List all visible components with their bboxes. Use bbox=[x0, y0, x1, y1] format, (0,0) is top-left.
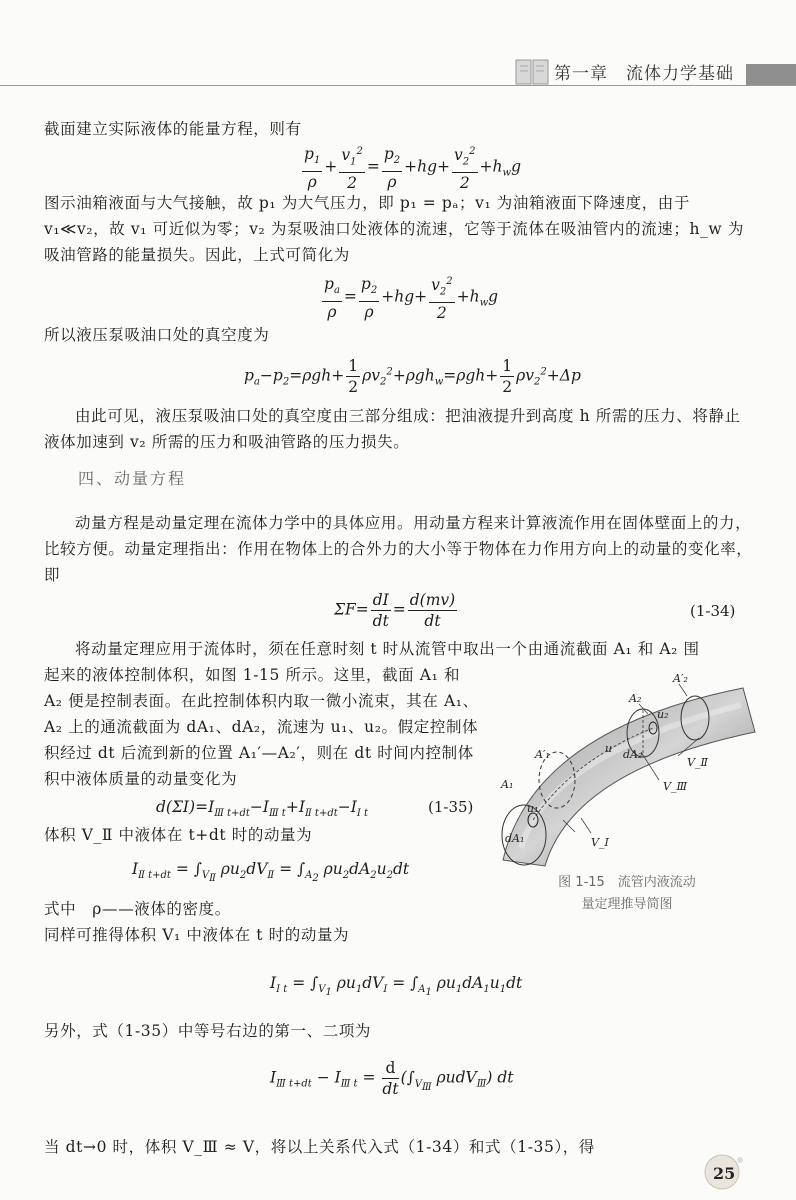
equation-momentum: ΣF= $\frac{dI}{dt}$ = $\frac{d(mv)}{dt}$ bbox=[334, 591, 456, 630]
page-number: 25 bbox=[713, 1164, 736, 1183]
figure-1-15-streamtube bbox=[493, 670, 763, 870]
paragraph-6a: 将动量定理应用于流体时，须在任意时刻 t 时从流管中取出一个由通流截面 A₁ 和 A₂ 围 bbox=[75, 640, 700, 658]
label-V-I: V_Ⅰ bbox=[591, 836, 609, 849]
equation-simplified: $\frac{p_a}{\rho}$ = $\frac{p_2}{\rho}$ +hg+ $\frac{v_2^2}{2}$ $+h_wg$ bbox=[320, 272, 498, 323]
paragraph-9: 同样可推得体积 V₁ 中液体在 t 时的动量为 bbox=[44, 926, 350, 944]
paragraph-3: 所以液压泵吸油口处的真空度为 bbox=[44, 326, 270, 344]
chapter-title: 第一章 流体力学基础 bbox=[554, 64, 734, 84]
paragraph-10: 另外，式（1-35）中等号右边的第一、二项为 bbox=[44, 1022, 372, 1040]
paragraph-1: 截面建立实际液体的能量方程，则有 bbox=[44, 120, 302, 138]
equation-number-1-35: (1-35) bbox=[428, 798, 474, 816]
equation-momentum-change: $d(\Sigma I)=I_{Ⅲ t+dt}-I_{Ⅲ t}+I_{Ⅱ t+dt}-I_{Ⅰ t}$ bbox=[156, 798, 369, 820]
figure-caption bbox=[522, 872, 732, 916]
label-u: u bbox=[605, 742, 613, 755]
paragraph-11: 当 dt→0 时，体积 V_Ⅲ ≈ V，将以上关系代入式（1-34）和式（1-35），得 bbox=[44, 1138, 596, 1156]
paragraph-4: 由此可见，液压泵吸油口处的真空度由三部分组成：把油液提升到高度 h 所需的压力、将静止液体加速到 v₂ 所需的压力和吸油管路的压力损失。 bbox=[44, 407, 741, 451]
label-dA1: dA₁ bbox=[505, 832, 525, 845]
equation-vacuum: $p_a-p_2=\rho gh+$ $\frac{1}{2}$ $\rho v_2^2+\rho gh_w=\rho gh+$ $\frac{1}{2}$ $\rho v_2^2+\Delta p$ bbox=[244, 357, 581, 396]
equation-number-1-34: (1-34) bbox=[690, 602, 736, 620]
paragraph-5: 动量方程是动量定理在流体力学中的具体应用。用动量方程来计算液流作用在固体壁面上的力，比较方便。动量定理指出：作用在物体上的合外力的大小等于物体在力作用方向上的动量的变化率，即 bbox=[44, 514, 753, 584]
equation-vol-II: $I_{Ⅱ t+dt} = \int_{V_Ⅱ}$ $\rho u_2dV_Ⅱ = \int_{A_2}$ $\rho u_2dA_2u_2dt$ bbox=[132, 860, 410, 885]
label-A1: A₁ bbox=[501, 778, 514, 791]
caption-line-1: 图 1-15 流管内液流动 bbox=[558, 875, 696, 890]
label-A2-prime: A′₂ bbox=[673, 672, 688, 685]
section-title: 四、动量方程 bbox=[78, 469, 187, 488]
label-A2: A₂ bbox=[629, 692, 642, 705]
label-u1: u₁ bbox=[527, 802, 539, 815]
paragraph-2: 图示油箱液面与大气接触，故 p₁ 为大气压力，即 p₁ = pₐ；v₁ 为油箱液面下降速度，由于 v₁≪v₂，故 v₁ 可近似为零；v₂ 为泵吸油口处液体的流速，它等于流体在吸油管内的流速；h_w 为吸油管路的能量损失。因此，上式可简化为 bbox=[44, 194, 744, 264]
equation-energy: $\frac{p_1}{\rho}$ + $\frac{v_1^2}{2}$ = $\frac{p_2}{\rho}$ +hg+ $\frac{v_2^2}{2}$ $+h_wg$ bbox=[300, 142, 521, 193]
paragraph-6b: 起来的液体控制体积，如图 1-15 所示。这里，截面 A₁ 和 A₂ 便是控制表面。在此控制体积内取一微小流束，其在 A₁、A₂ 上的通流截面为 dA₁、dA₂，流速为 u₁、u₂。假定控制体积经过 dt 后流到新的位置 A₁′—A₂′，则在 dt 时间内控制体积中液体质量的动量变化为 bbox=[44, 666, 479, 788]
label-A1-prime: A′₁ bbox=[535, 748, 550, 761]
book-icon bbox=[515, 56, 549, 86]
equation-vol-III: $I_{Ⅲ t+dt} - I_{Ⅲ t}$ = $\frac{d}{dt}$ ($\int_{V_Ⅲ}$ ρudV$_Ⅲ$) dt bbox=[270, 1059, 514, 1098]
paragraph-7: 体积 V_Ⅱ 中液体在 t+dt 时的动量为 bbox=[44, 826, 313, 844]
equation-vol-I: $I_{Ⅰ t} = \int_{V_1}$ $\rho u_1dV_Ⅰ = \int_{A_1}$ $\rho u_1dA_1u_1dt$ bbox=[270, 974, 523, 999]
label-dA2: dA₂ bbox=[623, 748, 643, 761]
caption-line-2: 量定理推导简图 bbox=[581, 897, 673, 912]
paragraph-8: 式中 ρ——液体的密度。 bbox=[44, 900, 231, 918]
label-V-III: V_Ⅲ bbox=[663, 780, 688, 793]
label-V-II: V_Ⅱ bbox=[687, 756, 708, 769]
header-rule bbox=[0, 85, 796, 86]
header-decor-bar bbox=[746, 64, 796, 85]
label-u2: u₂ bbox=[657, 708, 669, 721]
running-header bbox=[0, 56, 796, 86]
